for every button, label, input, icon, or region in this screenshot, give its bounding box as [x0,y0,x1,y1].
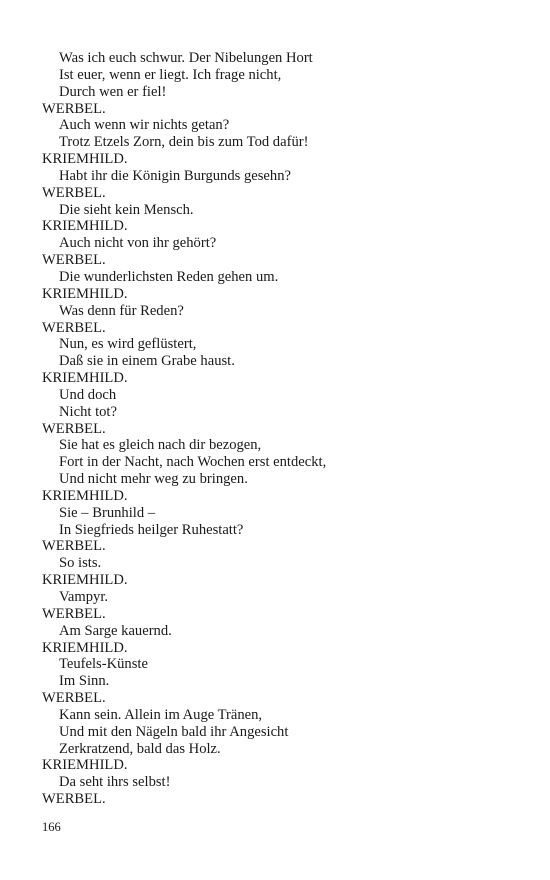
verse-line: Teufels-Künste [59,656,148,673]
verse-line: Sie – Brunhild – [59,504,156,521]
speaker-name: KRIEMHILD. [42,639,128,656]
verse-line: Und mit den Nägeln bald ihr Angesicht [59,723,289,740]
verse-line: In Siegfrieds heilger Ruhestatt? [59,521,244,538]
verse-line: Ist euer, wenn er liegt. Ich frage nicht, [59,66,282,83]
verse-line: Am Sarge kauernd. [59,622,172,639]
verse-line: Habt ihr die Königin Burgunds gesehn? [59,167,291,184]
verse-line: Da seht ihrs selbst! [59,774,171,791]
page-number: 166 [42,820,61,834]
speaker-name: KRIEMHILD. [42,757,128,774]
verse-line: Fort in der Nacht, nach Wochen erst entdeckt, [59,454,327,471]
speaker-name: WERBEL. [42,252,106,269]
speaker-name: WERBEL. [42,605,106,622]
speaker-name: WERBEL. [42,791,106,808]
speaker-name: KRIEMHILD. [42,572,128,589]
verse-line: Die sieht kein Mensch. [59,201,194,218]
verse-line: Die wunderlichsten Reden gehen um. [59,268,279,285]
verse-line: Nicht tot? [59,403,117,420]
verse-line: Und nicht mehr weg zu bringen. [59,471,248,488]
speaker-name: KRIEMHILD. [42,370,128,387]
speaker-name: KRIEMHILD. [42,285,128,302]
speaker-name: WERBEL. [42,184,106,201]
verse-line: Kann sein. Allein im Auge Tränen, [59,706,263,723]
verse-line: Auch nicht von ihr gehört? [59,235,217,252]
verse-line: Daß sie in einem Grabe haust. [59,353,235,370]
verse-line: So ists. [59,555,102,572]
play-text [42,50,522,808]
verse-line: Auch wenn wir nichts getan? [59,117,230,134]
verse-line: Trotz Etzels Zorn, dein bis zum Tod dafür! [59,134,309,151]
verse-line: Durch wen er fiel! [59,83,167,100]
verse-line: Nun, es wird geflüstert, [59,336,197,353]
verse-line: Zerkratzend, bald das Holz. [59,740,221,757]
verse-line: Im Sinn. [59,673,110,690]
verse-line: Was ich euch schwur. Der Nibelungen Hort [59,50,313,66]
verse-line: Was denn für Reden? [59,302,184,319]
verse-line: Und doch [59,386,117,403]
speaker-name: WERBEL. [42,100,106,117]
speaker-name: KRIEMHILD. [42,218,128,235]
speaker-name: WERBEL. [42,420,106,437]
speaker-name: KRIEMHILD. [42,487,128,504]
speaker-name: WERBEL. [42,319,106,336]
speaker-name: KRIEMHILD. [42,151,128,168]
verse-line: Sie hat es gleich nach dir bezogen, [59,437,262,454]
speaker-name: WERBEL. [42,538,106,555]
verse-line: Vampyr. [59,589,109,605]
speaker-name: WERBEL. [42,690,106,707]
